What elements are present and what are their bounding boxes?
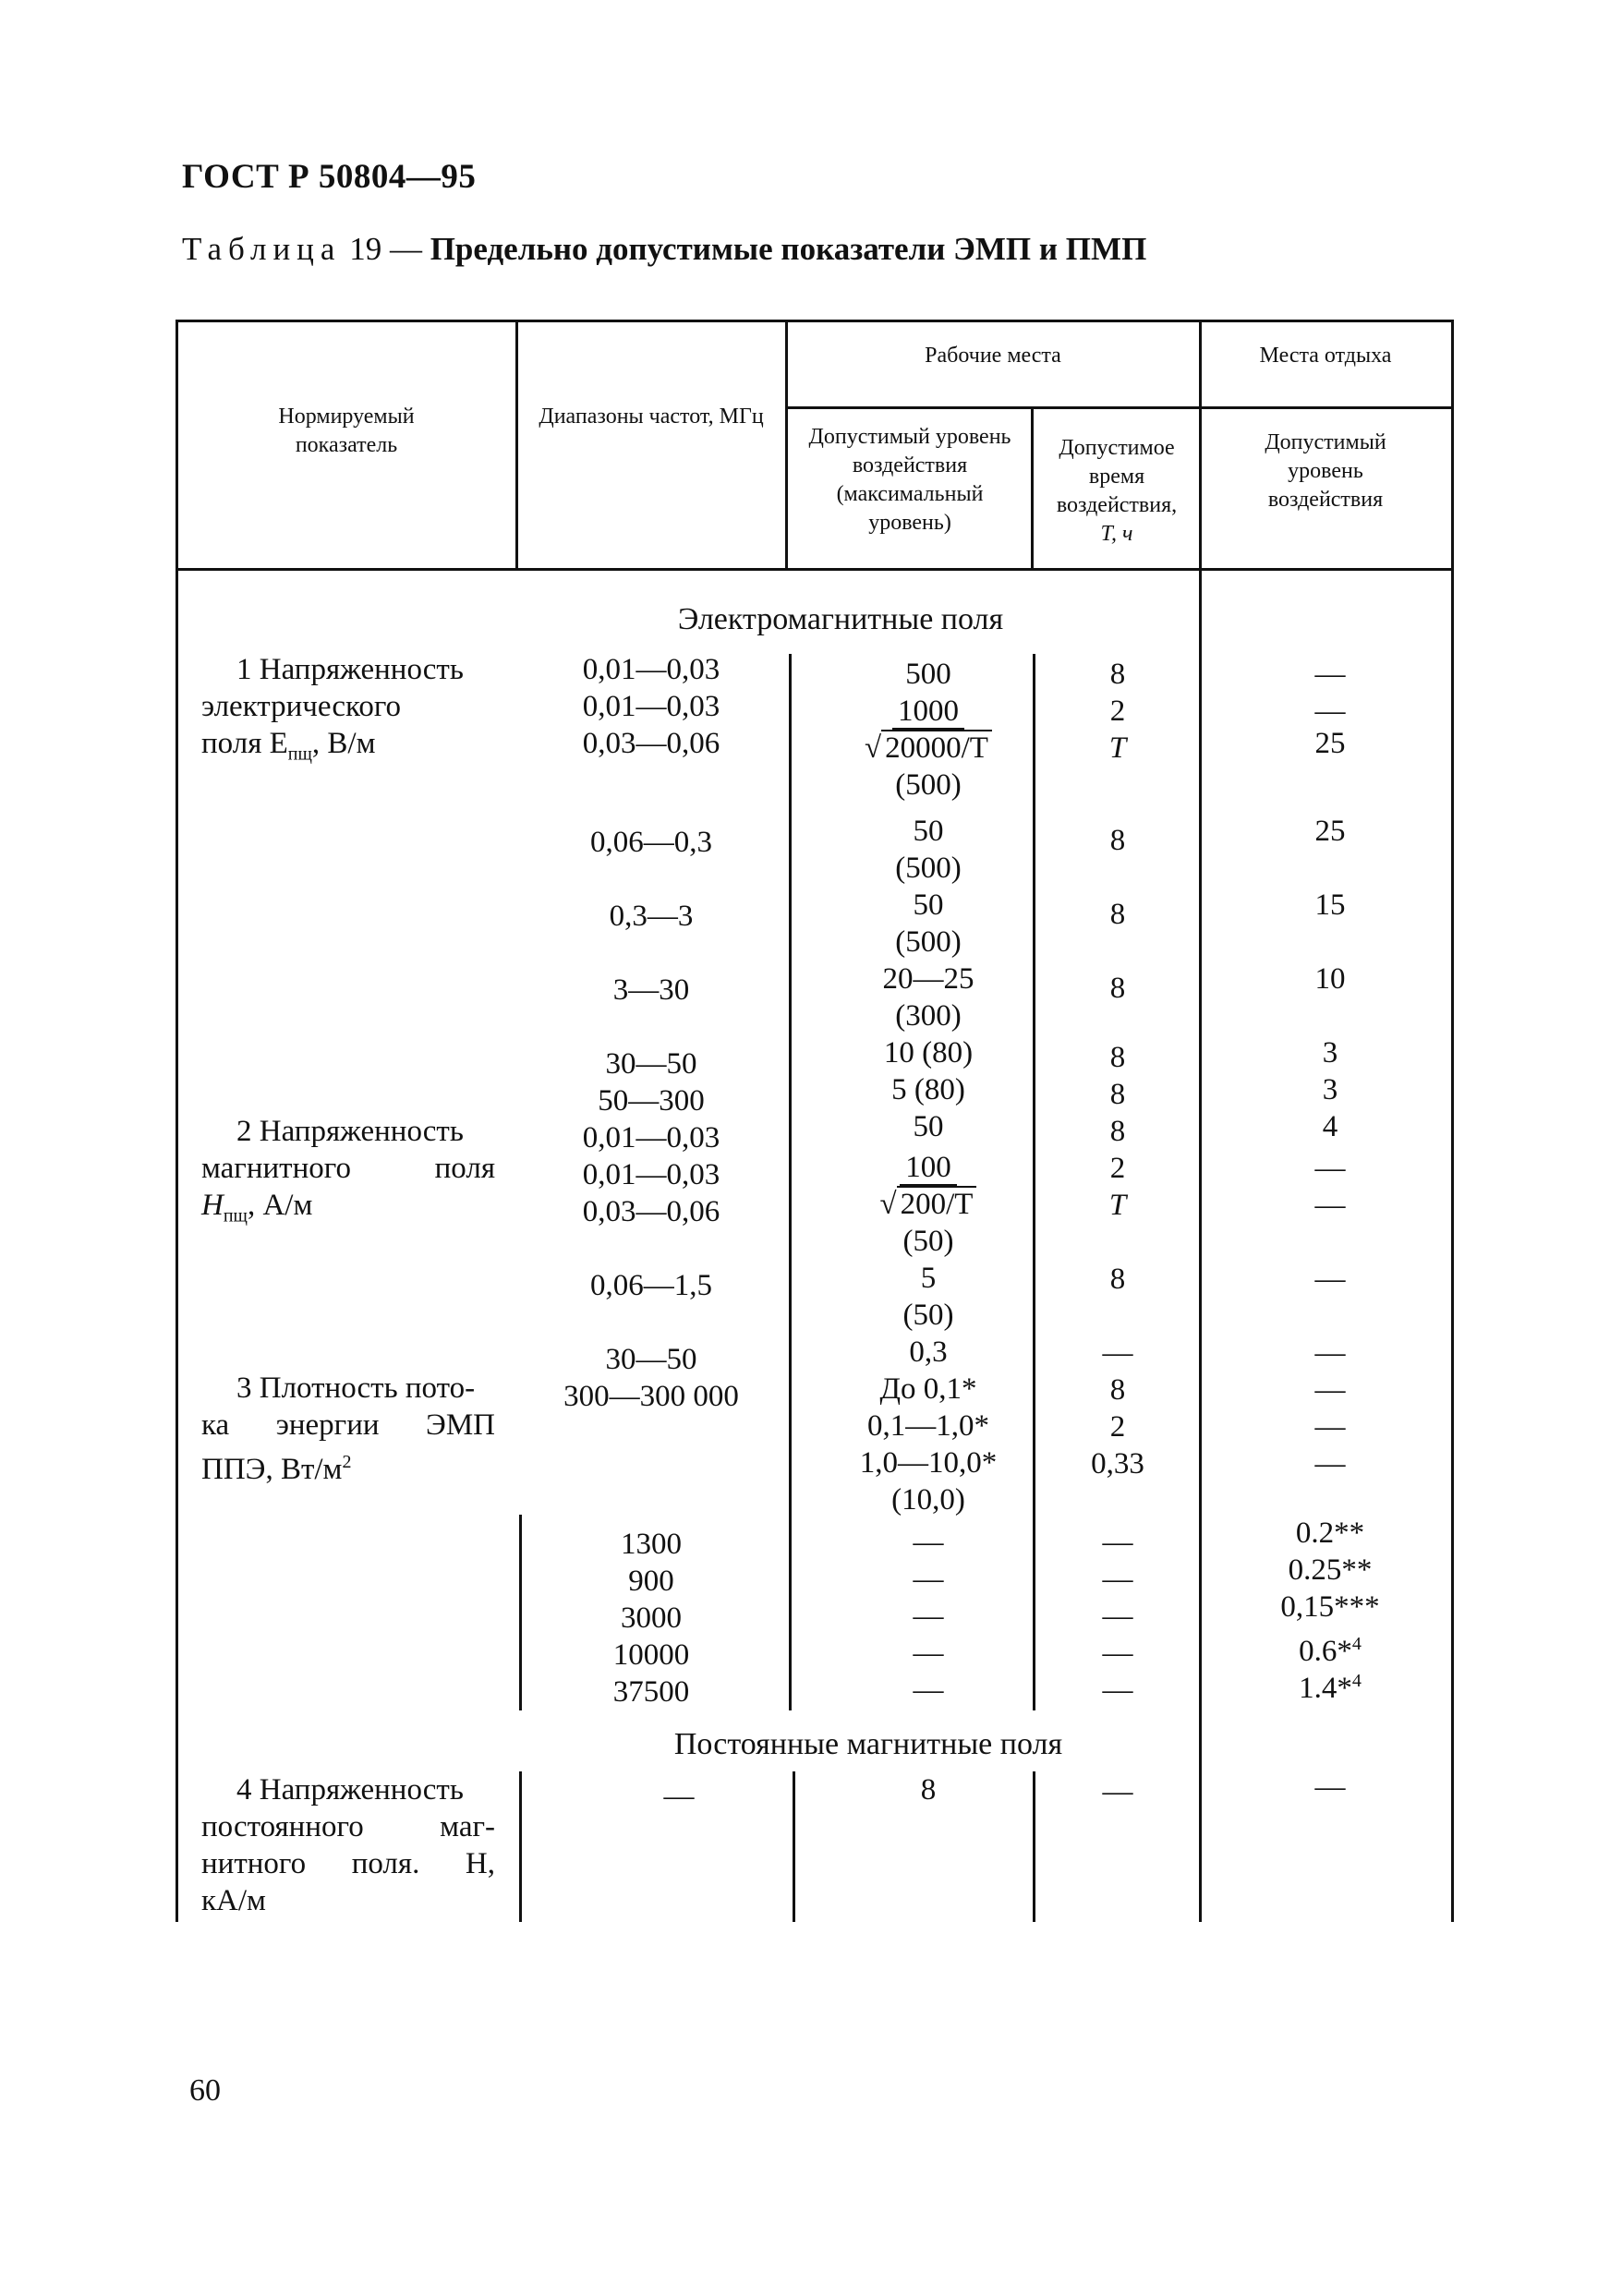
work-time-value: 8 [1109, 898, 1126, 931]
work-level-value: 8 [920, 1773, 937, 1807]
header-frequency: Диапазоны частот, МГц [539, 405, 764, 429]
work-time-value: T [1108, 1189, 1127, 1222]
label-line: ка энергии ЭМП [201, 1408, 495, 1442]
rest-level-value: 4 [1322, 1110, 1338, 1143]
work-level-value: — [913, 1563, 944, 1596]
frequency-value: 3000 [621, 1601, 682, 1635]
rest-level-value: 0,15*** [1280, 1590, 1380, 1624]
fraction-numerator: 100 [900, 1151, 957, 1186]
rest-level-value: 3 [1322, 1073, 1338, 1106]
work-time-value: — [1102, 1674, 1133, 1707]
sqrt-radicand: 20000/T [881, 730, 992, 765]
work-time-value: 8 [1109, 824, 1126, 857]
work-level-value: — [913, 1637, 944, 1670]
header-workplaces: Рабочие места [925, 344, 1061, 368]
work-time-value: — [1102, 1336, 1133, 1370]
work-level-value: (50) [902, 1299, 954, 1332]
work-time-value: 8 [1109, 658, 1126, 691]
rest-level-value: — [1314, 1447, 1346, 1480]
header-indicator: Нормируемый показатель [278, 405, 415, 457]
work-time-value: — [1102, 1563, 1133, 1596]
work-level-value: (300) [895, 999, 962, 1033]
work-time-value: — [1102, 1775, 1133, 1808]
grid-line [176, 320, 178, 569]
table-label: Таблица [182, 231, 342, 267]
label-line: магнитного поля [201, 1152, 495, 1185]
work-level-value: 50 [913, 815, 944, 848]
frequency-value: 0,01—0,03 [582, 1158, 720, 1191]
frequency-value: 0,01—0,03 [582, 1121, 720, 1154]
indicator-static-magnetic-field [201, 1771, 495, 1919]
standard-number: ГОСТ Р 50804—95 [182, 158, 477, 196]
work-level-value: — [913, 1674, 944, 1707]
sqrt-icon: √ [879, 1188, 897, 1221]
frequency-value: 37500 [612, 1675, 690, 1709]
rest-level-value: — [1314, 1373, 1346, 1407]
frequency-value: 0,06—1,5 [590, 1269, 712, 1302]
grid-line [519, 1771, 522, 1922]
frequency-value: 0,3—3 [609, 900, 694, 933]
frequency-value: 50—300 [598, 1084, 705, 1118]
label-line: 2 Напряженность [236, 1115, 464, 1148]
work-level-value [813, 730, 1044, 767]
frequency-value: 1300 [621, 1528, 682, 1561]
section-pm: Постоянные магнитные поля [673, 1727, 1063, 1761]
table-title: Предельно допустимые показатели ЭМП и ПМП [430, 231, 1147, 267]
frequency-value: 300—300 000 [563, 1380, 739, 1413]
grid-line [176, 320, 1454, 322]
header-work-time [1038, 434, 1195, 549]
grid-line [176, 568, 1454, 571]
section-em: Электромагнитные поля [677, 602, 1004, 636]
work-level-value: 5 (80) [891, 1073, 965, 1106]
work-level-value: — [913, 1526, 944, 1559]
rest-level-value: — [1314, 1410, 1346, 1444]
work-level-value: 0,3 [909, 1335, 948, 1369]
work-time-value: — [1102, 1600, 1133, 1633]
rest-level-value: 0.6*$^4$ [1299, 1634, 1362, 1668]
rest-level-value: 3 [1322, 1036, 1338, 1069]
rest-level-value: — [1314, 1152, 1346, 1185]
label-line: кА/м [201, 1884, 266, 1917]
header-work-time-text: Допустимое время воздействия, [1056, 436, 1178, 517]
frequency-value: 900 [628, 1565, 674, 1598]
frequency-value: 30—50 [605, 1343, 697, 1376]
work-time-value: T [1108, 731, 1127, 765]
work-time-value: 8 [1109, 1041, 1126, 1074]
page-number: 60 [189, 2073, 221, 2108]
frequency-value: 0,03—0,06 [582, 727, 720, 760]
header-work-level: Допустимый уровень воздействия (максимальный уровень) [808, 425, 1011, 535]
work-time-value: 2 [1109, 1152, 1126, 1185]
grid-line [515, 320, 518, 569]
label-line: 4 Напряженность [236, 1773, 464, 1807]
label-line: поля $E_{пщ}$, В/м [201, 727, 376, 765]
header-rest-places: Места отдыха [1259, 344, 1392, 368]
grid-line [1031, 406, 1034, 569]
work-level-value: — [913, 1600, 944, 1633]
table-number: 19 — [349, 231, 422, 267]
header-rest-level: Допустимый уровень воздействия [1265, 430, 1386, 512]
rest-level-value: — [1314, 658, 1346, 691]
rest-level-value: — [1314, 1189, 1346, 1222]
work-level-value: 10 (80) [883, 1036, 974, 1069]
header-work-time-unit: T, ч [1100, 522, 1133, 546]
work-level-value: (500) [895, 768, 962, 802]
work-level-value: 20—25 [882, 962, 974, 996]
rest-level-value: 15 [1314, 888, 1346, 922]
work-level-value: (10,0) [891, 1483, 965, 1517]
indicator-magnetic-field [201, 1113, 495, 1235]
sqrt-radicand: 200/T [897, 1186, 977, 1221]
label-line: 3 Плотность пото- [236, 1372, 476, 1405]
rest-level-value: — [1314, 1770, 1346, 1804]
frequency-value: 0,01—0,03 [582, 690, 720, 723]
label-line: 1 Напряженность [236, 653, 464, 686]
frequency-value: 10000 [612, 1638, 690, 1672]
rest-level-value: — [1314, 1263, 1346, 1296]
work-time-value: 8 [1109, 1263, 1126, 1296]
grid-line [1451, 320, 1454, 1922]
work-level-value: 50 [913, 1110, 944, 1143]
label-line: $H_{пщ}$, А/м [201, 1189, 313, 1227]
work-level-value: 5 [920, 1262, 937, 1295]
grid-line [787, 406, 1454, 409]
rest-level-value: 25 [1314, 727, 1346, 760]
work-level-value: (500) [895, 852, 962, 885]
work-time-value: — [1102, 1526, 1133, 1559]
work-level-value [813, 693, 1044, 730]
rest-level-value: — [1314, 1336, 1346, 1370]
work-level-value [813, 1186, 1044, 1223]
work-level-value: 500 [905, 658, 951, 691]
sqrt-icon: √ [865, 731, 882, 765]
rest-level-value: 0.25** [1288, 1553, 1373, 1587]
frequency-value: 0,03—0,06 [582, 1195, 720, 1228]
work-time-value: 8 [1109, 972, 1126, 1005]
work-time-value: 2 [1109, 695, 1126, 728]
frequency-value: — [663, 1780, 695, 1813]
label-line: нитного поля. H, [201, 1847, 495, 1880]
label-line: постоянного маг- [201, 1810, 495, 1843]
grid-line [785, 320, 788, 569]
work-time-value: — [1102, 1637, 1133, 1670]
fraction-numerator: 1000 [892, 695, 964, 730]
work-level-value: (50) [902, 1225, 954, 1258]
grid-line [789, 654, 792, 1710]
work-level-value: 0,1—1,0* [867, 1409, 989, 1443]
work-time-value: 8 [1109, 1078, 1126, 1111]
work-time-value: 0,33 [1091, 1447, 1144, 1480]
work-time-value: 8 [1109, 1373, 1126, 1407]
work-level-value: 1,0—10,0* [859, 1446, 998, 1480]
label-line: электрического [201, 690, 402, 723]
indicator-electric-field [201, 651, 495, 773]
rest-level-value: 10 [1314, 962, 1346, 996]
frequency-value: 3—30 [612, 973, 690, 1007]
rest-level-value: 25 [1314, 815, 1346, 848]
work-time-value: 8 [1109, 1115, 1126, 1148]
table-caption [182, 231, 1146, 268]
work-level-value [813, 1149, 1044, 1186]
frequency-value: 0,06—0,3 [590, 826, 712, 859]
rest-level-value: 0.2** [1295, 1517, 1365, 1550]
work-level-value: До 0,1* [879, 1372, 977, 1406]
label-line: ППЭ, $Вт/м^2$ [201, 1452, 352, 1486]
indicator-power-density [201, 1370, 495, 1488]
rest-level-value: 1.4*$^4$ [1299, 1671, 1362, 1705]
rest-level-value: — [1314, 695, 1346, 728]
frequency-value: 30—50 [605, 1047, 697, 1081]
grid-line [519, 1515, 522, 1710]
grid-line [1199, 320, 1202, 1922]
work-level-value: (500) [895, 925, 962, 959]
grid-line [176, 569, 178, 1922]
work-level-value: 50 [913, 888, 944, 922]
frequency-value: 0,01—0,03 [582, 653, 720, 686]
work-time-value: 2 [1109, 1410, 1126, 1444]
